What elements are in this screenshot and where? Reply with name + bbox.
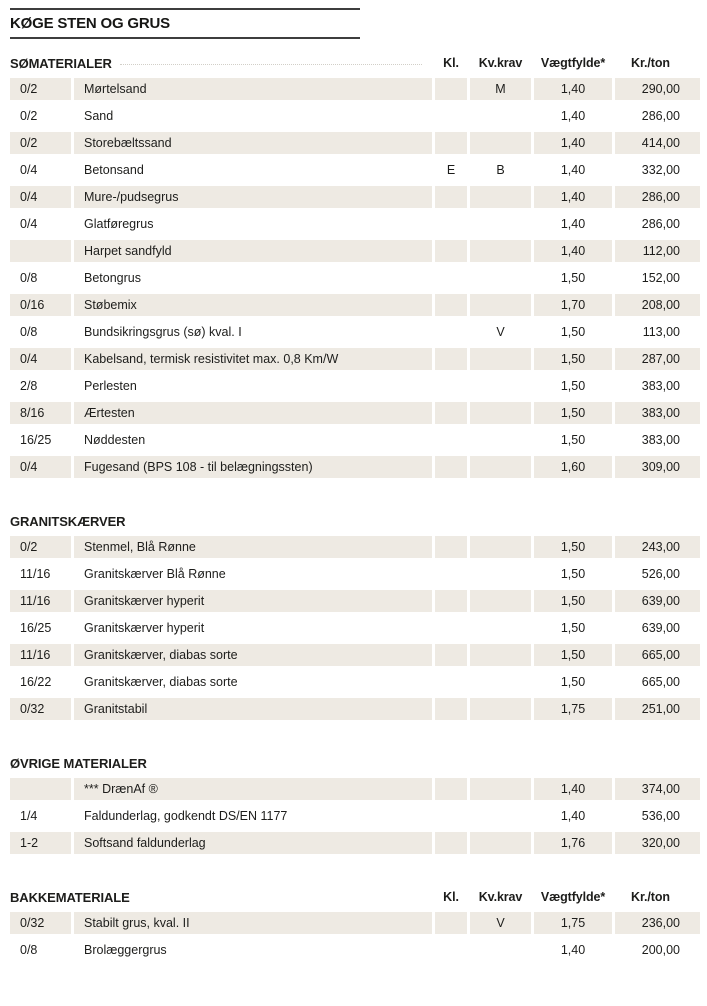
cell-fraction xyxy=(10,778,71,800)
cell-material-name: Harpet sandfyld xyxy=(74,240,432,262)
table-row xyxy=(10,186,700,208)
cell-fraction: 0/4 xyxy=(20,217,38,231)
cell-krton: 309,00 xyxy=(615,456,700,478)
cell-krton: 243,00 xyxy=(615,536,700,558)
cell-krton: 332,00 xyxy=(641,163,680,177)
cell-krton: 536,00 xyxy=(641,809,680,823)
cell-kvkrav xyxy=(470,456,531,478)
cell-material-name: Granitskærver Blå Rønne xyxy=(84,567,226,581)
table-row xyxy=(10,778,700,800)
cell-kl xyxy=(435,294,467,316)
cell-material-name: Granitstabil xyxy=(74,698,432,720)
cell-material-name: Bundsikringsgrus (sø) kval. I xyxy=(84,325,242,339)
cell-kvkrav xyxy=(470,563,531,585)
table-row xyxy=(10,590,700,612)
table-row xyxy=(10,912,700,934)
cell-krton: 113,00 xyxy=(642,325,680,339)
cell-krton: 383,00 xyxy=(641,379,680,393)
cell-vaegtfylde: 1,50 xyxy=(534,644,612,666)
section-title-cell xyxy=(10,890,432,905)
cell-kvkrav xyxy=(470,213,531,235)
cell-material-name: Granitskærver, diabas sorte xyxy=(74,644,432,666)
cell-kvkrav: M xyxy=(470,78,531,100)
table-row xyxy=(10,402,700,424)
cell-vaegtfylde: 1,75 xyxy=(534,698,612,720)
cell-vaegtfylde: 1,60 xyxy=(534,456,612,478)
cell-fraction: 11/16 xyxy=(10,644,71,666)
cell-kvkrav xyxy=(470,805,531,827)
cell-krton: 112,00 xyxy=(615,240,700,262)
cell-kl xyxy=(435,563,467,585)
dotted-leader xyxy=(120,64,422,65)
cell-kl xyxy=(435,267,467,289)
section-header-row xyxy=(10,754,700,772)
cell-kl xyxy=(435,805,467,827)
cell-vaegtfylde: 1,40 xyxy=(560,163,586,177)
cell-fraction: 2/8 xyxy=(20,379,38,393)
cell-vaegtfylde: 1,50 xyxy=(534,590,612,612)
cell-material-name: Mørtelsand xyxy=(74,78,432,100)
table-row xyxy=(10,698,700,720)
cell-vaegtfylde: 1,40 xyxy=(560,809,586,823)
cell-kvkrav xyxy=(470,939,531,961)
cell-kl xyxy=(435,105,467,127)
table-row xyxy=(10,832,700,854)
cell-material-name: Betongrus xyxy=(84,271,141,285)
table-row xyxy=(10,671,700,693)
cell-fraction: 0/16 xyxy=(10,294,71,316)
cell-krton: 251,00 xyxy=(615,698,700,720)
cell-kvkrav xyxy=(470,644,531,666)
column-header-kvkrav: Kv.krav xyxy=(478,890,523,904)
cell-kvkrav xyxy=(470,132,531,154)
cell-material-name: Storebæltssand xyxy=(74,132,432,154)
cell-fraction: 0/4 xyxy=(10,456,71,478)
table-row xyxy=(10,105,700,127)
cell-kvkrav xyxy=(470,617,531,639)
cell-kl xyxy=(435,617,467,639)
table-row xyxy=(10,321,700,343)
cell-krton: 290,00 xyxy=(615,78,700,100)
cell-kl xyxy=(435,78,467,100)
table-row xyxy=(10,617,700,639)
cell-kvkrav xyxy=(470,105,531,127)
section xyxy=(10,888,700,961)
cell-kvkrav xyxy=(470,429,531,451)
table-row xyxy=(10,159,700,181)
cell-krton: 383,00 xyxy=(615,402,700,424)
cell-krton: 526,00 xyxy=(641,567,680,581)
cell-krton: 639,00 xyxy=(641,621,680,635)
section xyxy=(10,754,700,854)
cell-fraction: 0/2 xyxy=(10,536,71,558)
cell-fraction: 0/32 xyxy=(10,698,71,720)
section-title-cell xyxy=(10,756,432,771)
cell-krton: 383,00 xyxy=(641,433,680,447)
cell-fraction xyxy=(10,240,71,262)
cell-material-name: Faldunderlag, godkendt DS/EN 1177 xyxy=(84,809,288,823)
cell-krton: 286,00 xyxy=(641,109,680,123)
table-row xyxy=(10,78,700,100)
table-row xyxy=(10,132,700,154)
cell-vaegtfylde: 1,70 xyxy=(534,294,612,316)
cell-material-name: Glatføregrus xyxy=(84,217,154,231)
cell-kvkrav xyxy=(470,267,531,289)
cell-material-name: Betonsand xyxy=(84,163,144,177)
cell-fraction: 16/25 xyxy=(20,621,52,635)
cell-krton: 236,00 xyxy=(615,912,700,934)
cell-material-name: Mure-/pudsegrus xyxy=(74,186,432,208)
cell-material-name: Nøddesten xyxy=(84,433,146,447)
cell-kvkrav xyxy=(470,536,531,558)
cell-material-name: Stenmel, Blå Rønne xyxy=(74,536,432,558)
cell-krton: 320,00 xyxy=(615,832,700,854)
cell-kl xyxy=(435,213,467,235)
cell-kl xyxy=(435,240,467,262)
cell-vaegtfylde: 1,50 xyxy=(560,675,586,689)
cell-kl xyxy=(435,590,467,612)
table-row xyxy=(10,213,700,235)
cell-material-name: Brolæggergrus xyxy=(84,943,167,957)
cell-kvkrav xyxy=(470,402,531,424)
cell-vaegtfylde: 1,40 xyxy=(534,186,612,208)
cell-kl xyxy=(435,132,467,154)
cell-kl xyxy=(435,348,467,370)
section-title-cell xyxy=(10,514,432,529)
cell-krton: 639,00 xyxy=(615,590,700,612)
cell-vaegtfylde: 1,50 xyxy=(534,348,612,370)
cell-vaegtfylde: 1,40 xyxy=(560,217,586,231)
section-header-row xyxy=(10,54,700,72)
column-header-kvkrav: Kv.krav xyxy=(478,56,523,70)
section-title-cell xyxy=(10,56,432,71)
cell-vaegtfylde: 1,76 xyxy=(534,832,612,854)
cell-material-name: Kabelsand, termisk resistivitet max. 0,8 Km/W xyxy=(74,348,432,370)
column-header-vaegtfylde: Vægtfylde* xyxy=(540,56,606,70)
section xyxy=(10,54,700,478)
cell-krton: 665,00 xyxy=(641,675,680,689)
cell-krton: 665,00 xyxy=(615,644,700,666)
cell-krton: 286,00 xyxy=(615,186,700,208)
cell-material-name: *** DrænAf ® xyxy=(74,778,432,800)
cell-material-name: Granitskærver hyperit xyxy=(74,590,432,612)
cell-fraction: 16/22 xyxy=(20,675,52,689)
table-row xyxy=(10,805,700,827)
table-row xyxy=(10,267,700,289)
cell-kl xyxy=(435,644,467,666)
cell-kl xyxy=(435,912,467,934)
table-row xyxy=(10,536,700,558)
cell-kvkrav xyxy=(470,240,531,262)
cell-fraction: 11/16 xyxy=(20,567,51,581)
table-row xyxy=(10,939,700,961)
cell-kvkrav xyxy=(470,590,531,612)
cell-vaegtfylde: 1,40 xyxy=(534,132,612,154)
column-header-kl: Kl. xyxy=(443,890,459,904)
cell-krton: 208,00 xyxy=(615,294,700,316)
cell-kvkrav xyxy=(470,186,531,208)
column-header-kl: Kl. xyxy=(443,56,459,70)
cell-material-name: Sand xyxy=(84,109,114,123)
cell-material-name: Ærtesten xyxy=(74,402,432,424)
cell-kl xyxy=(435,939,467,961)
cell-material-name: Granitskærver hyperit xyxy=(84,621,205,635)
cell-kl xyxy=(435,536,467,558)
cell-fraction: 0/2 xyxy=(10,78,71,100)
cell-material-name: Perlesten xyxy=(84,379,137,393)
cell-fraction: 8/16 xyxy=(10,402,71,424)
cell-vaegtfylde: 1,50 xyxy=(560,621,586,635)
cell-fraction: 0/8 xyxy=(20,325,38,339)
section-header-row xyxy=(10,888,700,906)
table-row xyxy=(10,375,700,397)
cell-fraction: 11/16 xyxy=(10,590,71,612)
cell-vaegtfylde: 1,40 xyxy=(560,109,586,123)
cell-fraction: 0/4 xyxy=(10,348,71,370)
page-title: KØGE STEN OG GRUS xyxy=(10,15,170,32)
cell-vaegtfylde: 1,50 xyxy=(560,271,586,285)
section-title: SØMATERIALER xyxy=(10,55,112,71)
cell-kvkrav xyxy=(470,294,531,316)
cell-krton: 287,00 xyxy=(615,348,700,370)
cell-fraction: 1/4 xyxy=(20,809,38,823)
column-header-krton: Kr./ton xyxy=(631,890,670,904)
cell-vaegtfylde: 1,50 xyxy=(560,379,586,393)
cell-krton: 200,00 xyxy=(641,943,680,957)
cell-kl xyxy=(435,456,467,478)
table-row xyxy=(10,563,700,585)
cell-vaegtfylde: 1,50 xyxy=(534,402,612,424)
cell-vaegtfylde: 1,40 xyxy=(534,240,612,262)
cell-kl: E xyxy=(446,163,456,177)
section-title: BAKKEMATERIALE xyxy=(10,889,130,905)
cell-fraction: 0/4 xyxy=(20,163,38,177)
cell-krton: 374,00 xyxy=(615,778,700,800)
section xyxy=(10,512,700,720)
column-header-krton: Kr./ton xyxy=(631,56,670,70)
cell-vaegtfylde: 1,40 xyxy=(560,943,586,957)
cell-krton: 286,00 xyxy=(641,217,680,231)
section-header-row xyxy=(10,512,700,530)
cell-vaegtfylde: 1,40 xyxy=(534,78,612,100)
cell-material-name: Fugesand (BPS 108 - til belægningssten) xyxy=(74,456,432,478)
table-row xyxy=(10,240,700,262)
cell-material-name: Granitskærver, diabas sorte xyxy=(84,675,238,689)
cell-vaegtfylde: 1,50 xyxy=(560,433,586,447)
cell-kvkrav: B xyxy=(496,163,505,177)
column-header-vaegtfylde: Vægtfylde* xyxy=(540,890,606,904)
cell-kl xyxy=(435,778,467,800)
cell-kl xyxy=(435,186,467,208)
table-row xyxy=(10,456,700,478)
cell-material-name: Stabilt grus, kval. II xyxy=(74,912,432,934)
title-rule-bottom xyxy=(10,37,360,39)
cell-material-name: Softsand faldunderlag xyxy=(74,832,432,854)
table-row xyxy=(10,429,700,451)
cell-kvkrav xyxy=(470,375,531,397)
cell-vaegtfylde: 1,40 xyxy=(534,778,612,800)
cell-kl xyxy=(435,698,467,720)
cell-kl xyxy=(435,402,467,424)
table-row xyxy=(10,644,700,666)
cell-fraction: 0/8 xyxy=(20,943,38,957)
cell-fraction: 0/2 xyxy=(20,109,38,123)
cell-kvkrav xyxy=(470,778,531,800)
cell-fraction: 0/32 xyxy=(10,912,71,934)
cell-kl xyxy=(435,671,467,693)
cell-vaegtfylde: 1,75 xyxy=(534,912,612,934)
cell-kl xyxy=(435,375,467,397)
cell-kvkrav xyxy=(470,698,531,720)
cell-fraction: 1-2 xyxy=(10,832,71,854)
section-title: ØVRIGE MATERIALER xyxy=(10,755,147,771)
sections-container xyxy=(10,54,700,961)
table-row xyxy=(10,348,700,370)
cell-vaegtfylde: 1,50 xyxy=(534,536,612,558)
cell-kvkrav: V xyxy=(496,325,505,339)
cell-kvkrav xyxy=(470,832,531,854)
cell-krton: 152,00 xyxy=(641,271,680,285)
cell-kl xyxy=(435,832,467,854)
cell-kvkrav xyxy=(470,671,531,693)
cell-krton: 414,00 xyxy=(615,132,700,154)
cell-kl xyxy=(435,321,467,343)
table-row xyxy=(10,294,700,316)
cell-fraction: 16/25 xyxy=(20,433,52,447)
cell-vaegtfylde: 1,50 xyxy=(560,325,586,339)
cell-kvkrav xyxy=(470,348,531,370)
cell-material-name: Støbemix xyxy=(74,294,432,316)
cell-fraction: 0/4 xyxy=(10,186,71,208)
cell-fraction: 0/2 xyxy=(10,132,71,154)
cell-kl xyxy=(435,429,467,451)
cell-fraction: 0/8 xyxy=(20,271,38,285)
section-title: GRANITSKÆRVER xyxy=(10,513,126,529)
cell-vaegtfylde: 1,50 xyxy=(560,567,586,581)
cell-kvkrav: V xyxy=(470,912,531,934)
